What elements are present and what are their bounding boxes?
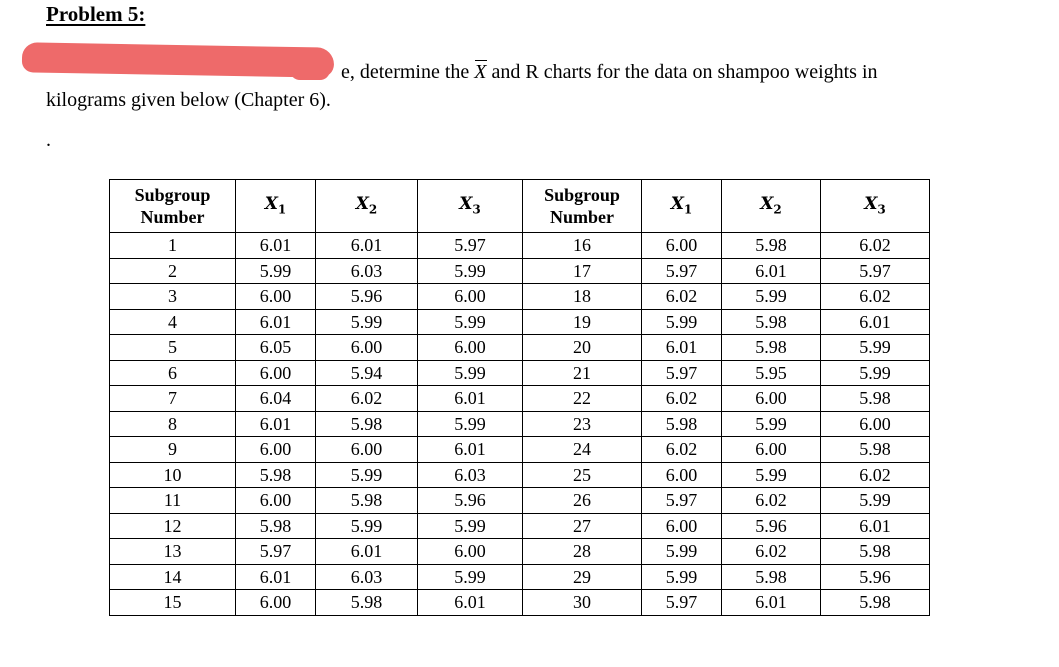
cell-x2: 6.03 (316, 564, 418, 590)
cell-x1: 5.98 (642, 411, 722, 437)
header-subgroup-number: Subgroup Number (110, 180, 236, 233)
cell-x3: 6.00 (418, 539, 523, 565)
cell-x2: 6.01 (316, 539, 418, 565)
cell-subgroup: 10 (110, 462, 236, 488)
table-body (110, 233, 930, 616)
cell-x2: 6.02 (316, 386, 418, 412)
cell-x2: 6.00 (316, 335, 418, 361)
cell-x1: 6.02 (642, 284, 722, 310)
table-header-row (110, 180, 930, 233)
table-row (110, 233, 930, 259)
cell-subgroup: 20 (523, 335, 642, 361)
cell-x3: 5.99 (418, 258, 523, 284)
table-row (110, 411, 930, 437)
cell-subgroup: 19 (523, 309, 642, 335)
cell-x3: 6.00 (821, 411, 930, 437)
cell-x3: 5.99 (821, 335, 930, 361)
cell-subgroup: 26 (523, 488, 642, 514)
cell-x3: 5.96 (821, 564, 930, 590)
cell-x1: 6.01 (236, 233, 316, 259)
cell-x2: 6.01 (722, 590, 821, 616)
redaction-mark-tail (290, 60, 330, 80)
cell-subgroup: 13 (110, 539, 236, 565)
redaction-mark (22, 42, 334, 77)
table-row (110, 564, 930, 590)
cell-x1: 6.00 (236, 284, 316, 310)
cell-x2: 5.99 (722, 284, 821, 310)
cell-x1: 6.00 (236, 488, 316, 514)
table-row (110, 360, 930, 386)
cell-subgroup: 30 (523, 590, 642, 616)
cell-x3: 5.99 (418, 309, 523, 335)
cell-x2: 5.95 (722, 360, 821, 386)
cell-x1: 5.97 (642, 590, 722, 616)
cell-x3: 6.03 (418, 462, 523, 488)
cell-x3: 6.00 (418, 335, 523, 361)
table-row (110, 386, 930, 412)
statement-line-2: kilograms given below (Chapter 6). (46, 89, 331, 111)
cell-x2: 5.98 (722, 309, 821, 335)
cell-x2: 5.96 (316, 284, 418, 310)
cell-subgroup: 4 (110, 309, 236, 335)
table-row (110, 539, 930, 565)
cell-x2: 6.00 (316, 437, 418, 463)
cell-x2: 5.98 (722, 233, 821, 259)
cell-subgroup: 6 (110, 360, 236, 386)
cell-subgroup: 22 (523, 386, 642, 412)
cell-x2: 6.01 (722, 258, 821, 284)
cell-subgroup: 25 (523, 462, 642, 488)
cell-x1: 5.98 (236, 462, 316, 488)
cell-x1: 6.01 (236, 564, 316, 590)
problem-title: Problem 5: (46, 2, 146, 26)
shampoo-weights-table (109, 179, 930, 616)
cell-x1: 5.97 (642, 258, 722, 284)
cell-subgroup: 16 (523, 233, 642, 259)
cell-subgroup: 18 (523, 284, 642, 310)
cell-x3: 5.97 (821, 258, 930, 284)
cell-x1: 6.00 (642, 233, 722, 259)
table-row (110, 488, 930, 514)
cell-x2: 5.99 (316, 513, 418, 539)
cell-subgroup: 23 (523, 411, 642, 437)
cell-x3: 5.98 (821, 437, 930, 463)
cell-x3: 6.02 (821, 462, 930, 488)
cell-x2: 5.98 (316, 590, 418, 616)
cell-subgroup: 8 (110, 411, 236, 437)
table-row (110, 258, 930, 284)
table-row (110, 309, 930, 335)
cell-x1: 5.97 (236, 539, 316, 565)
cell-x3: 5.98 (821, 539, 930, 565)
table-row (110, 437, 930, 463)
header-x3-2: $X_3$ (821, 180, 930, 233)
cell-subgroup: 3 (110, 284, 236, 310)
cell-x1: 6.01 (642, 335, 722, 361)
cell-x1: 6.00 (236, 590, 316, 616)
cell-x1: 5.99 (236, 258, 316, 284)
statement-text-start: e, determine the (341, 61, 475, 83)
cell-x1: 5.99 (642, 539, 722, 565)
cell-x2: 5.99 (316, 462, 418, 488)
cell-x3: 5.99 (418, 513, 523, 539)
cell-x3: 6.01 (418, 386, 523, 412)
cell-x3: 5.99 (418, 564, 523, 590)
header-subgroup-number-2: Subgroup Number (523, 180, 642, 233)
cell-x3: 6.00 (418, 284, 523, 310)
cell-x3: 6.02 (821, 233, 930, 259)
cell-x1: 6.01 (236, 411, 316, 437)
statement-text-end: and R charts for the data on shampoo weights in (486, 61, 878, 83)
table-row (110, 513, 930, 539)
cell-subgroup: 17 (523, 258, 642, 284)
cell-subgroup: 12 (110, 513, 236, 539)
cell-x2: 5.99 (722, 411, 821, 437)
cell-x1: 6.02 (642, 386, 722, 412)
cell-x3: 5.99 (821, 360, 930, 386)
cell-subgroup: 27 (523, 513, 642, 539)
cell-x2: 5.94 (316, 360, 418, 386)
cell-x3: 5.98 (821, 386, 930, 412)
stray-period: . (46, 129, 51, 151)
cell-x2: 6.02 (722, 488, 821, 514)
cell-x1: 6.05 (236, 335, 316, 361)
cell-subgroup: 29 (523, 564, 642, 590)
cell-subgroup: 14 (110, 564, 236, 590)
cell-subgroup: 1 (110, 233, 236, 259)
cell-subgroup: 24 (523, 437, 642, 463)
cell-x2: 5.98 (722, 335, 821, 361)
cell-subgroup: 7 (110, 386, 236, 412)
cell-x1: 6.00 (236, 437, 316, 463)
cell-x3: 6.01 (821, 309, 930, 335)
cell-x3: 5.98 (821, 590, 930, 616)
header-x1-2: $X_1$ (642, 180, 722, 233)
cell-x2: 6.01 (316, 233, 418, 259)
cell-subgroup: 15 (110, 590, 236, 616)
cell-x2: 6.03 (316, 258, 418, 284)
cell-x3: 5.99 (418, 411, 523, 437)
cell-subgroup: 11 (110, 488, 236, 514)
cell-x3: 6.02 (821, 284, 930, 310)
cell-x1: 6.00 (642, 462, 722, 488)
cell-subgroup: 28 (523, 539, 642, 565)
cell-x3: 5.97 (418, 233, 523, 259)
cell-x1: 5.98 (236, 513, 316, 539)
cell-x1: 5.99 (642, 564, 722, 590)
cell-x1: 6.02 (642, 437, 722, 463)
statement-line-1 (341, 58, 878, 86)
cell-subgroup: 9 (110, 437, 236, 463)
cell-x3: 6.01 (821, 513, 930, 539)
cell-subgroup: 2 (110, 258, 236, 284)
cell-x1: 6.01 (236, 309, 316, 335)
cell-x3: 6.01 (418, 590, 523, 616)
cell-x2: 5.98 (722, 564, 821, 590)
cell-subgroup: 21 (523, 360, 642, 386)
cell-x2: 6.00 (722, 437, 821, 463)
cell-x3: 5.99 (821, 488, 930, 514)
cell-x1: 5.97 (642, 488, 722, 514)
table-row (110, 335, 930, 361)
cell-x2: 5.99 (316, 309, 418, 335)
cell-x1: 6.04 (236, 386, 316, 412)
cell-x1: 6.00 (236, 360, 316, 386)
cell-x1: 5.97 (642, 360, 722, 386)
cell-x2: 5.96 (722, 513, 821, 539)
header-x3: $X_3$ (418, 180, 523, 233)
cell-x2: 5.98 (316, 488, 418, 514)
cell-x2: 5.99 (722, 462, 821, 488)
x-bar-symbol: X (474, 58, 486, 86)
cell-x1: 6.00 (642, 513, 722, 539)
header-x2: $X_2$ (316, 180, 418, 233)
cell-x3: 6.01 (418, 437, 523, 463)
cell-x2: 6.02 (722, 539, 821, 565)
cell-x1: 5.99 (642, 309, 722, 335)
cell-subgroup: 5 (110, 335, 236, 361)
table-row (110, 462, 930, 488)
header-x2-2: $X_2$ (722, 180, 821, 233)
header-x1: $X_1$ (236, 180, 316, 233)
table-row (110, 284, 930, 310)
cell-x3: 5.99 (418, 360, 523, 386)
table-row (110, 590, 930, 616)
cell-x2: 6.00 (722, 386, 821, 412)
cell-x2: 5.98 (316, 411, 418, 437)
cell-x3: 5.96 (418, 488, 523, 514)
